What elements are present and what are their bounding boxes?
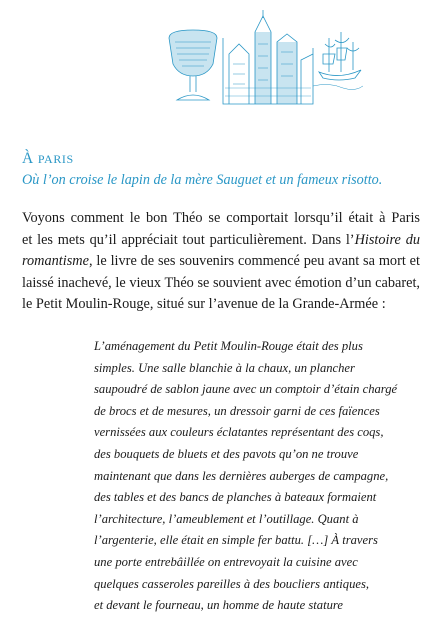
section-title-rest: PARIS [37,152,74,166]
section-title [22,150,74,168]
body-line-text: , le livre de ses souvenirs commencé peu avant sa mort et [88,253,420,269]
quote-line: simples. Une salle blanchie à la chaux, un plancher [94,360,355,375]
quote-line: de brocs et de mesures, un dressoir garni de ces faïences [94,403,380,418]
quote-line: saupoudré de sablon jaune avec un comptoir d’étain chargé [94,382,398,397]
quote-line: maintenant que dans les dernières auberges de campagne, [94,468,389,483]
body-line [22,230,420,252]
body-line: laissé inachevé, le vieux Théo se souvient avec émotion d’un cabaret, [22,274,420,291]
quote-line: une porte entrebâillée on entrevoyait la cuisine avec [94,554,358,569]
quote-line: L’aménagement du Petit Moulin-Rouge était des plus [94,339,363,353]
body-line [22,251,420,273]
quote-line: des tables et des bancs de planches à bateaux formaient [94,490,377,505]
body-line: Voyons comment le bon Théo se comportait lorsqu’il était à Paris [22,210,420,226]
quote-line: des bouquets de bluets et des pavots qu’on ne trouve [94,446,359,461]
quote-line: l’argenterie, elle était en simple fer battu. […] À travers [94,533,378,548]
quote-line: quelques casseroles pareilles à des boucliers antiques, [94,576,370,591]
body-line-text: et les mets qu’il appréciait tout particulièrement. Dans l’ [22,231,355,248]
quote-line: vernissées aux couleurs éclatantes représentant des coqs, [94,425,384,440]
quote-line: et devant le fourneau, un homme de haute stature [94,598,343,613]
body-paragraph [22,208,420,316]
body-line: le Petit Moulin-Rouge, situé sur l’avenue de la Grande-Armée : [22,296,386,312]
quote-line: l’architecture, l’ameublement et l’outillage. Quant à [94,511,359,526]
block-quote [94,336,410,617]
paris-vignette-icon [163,8,363,108]
section-title-initial: À [22,150,34,167]
section-subtitle: Où l’on croise le lapin de la mère Sauguet et un fameux risotto. [22,172,383,188]
book-title: Histoire du [354,231,420,248]
book-title: romantisme [22,253,89,269]
